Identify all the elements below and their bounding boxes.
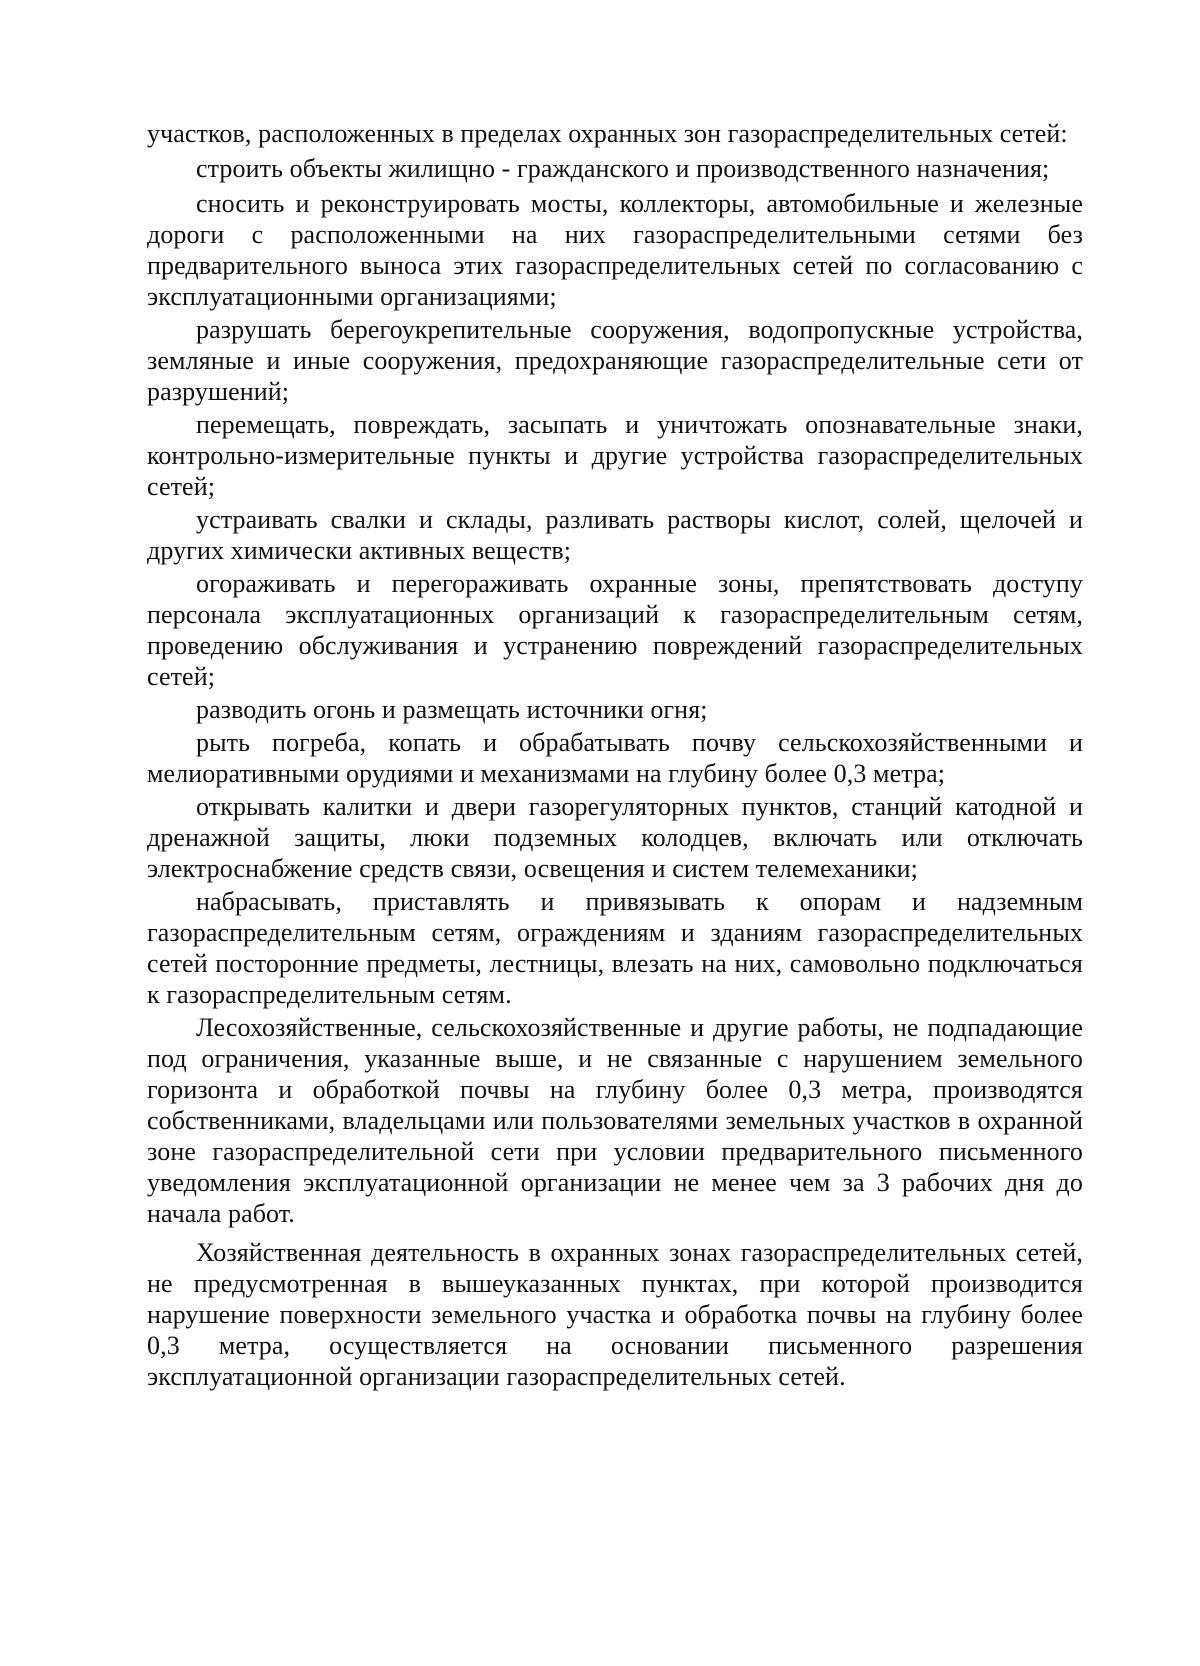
list-item-build-objects: строить объекты жилищно - гражданского и производственного назначения; xyxy=(196,154,1050,183)
paragraph-economic-activity: Хозяйственная деятельность в охранных зонах газораспределительных сетей, не предусмотренная в вышеуказанных пунктах, при которой производится нарушение поверхности земельного участка и обработка почвы на глубину более 0,3 метра, осуществляется на основании письменного разрешения эксплуатационной организации газораспределительных сетей. xyxy=(147,1238,1083,1391)
list-item-demolish-bridges: сносить и реконструировать мосты, коллекторы, автомобильные и железные дороги с расположенными на них газораспределительными сетями без предварительного выноса этих газораспределительных сетей по согласованию с эксплуатационными организациями; xyxy=(147,189,1083,311)
document-text-body xyxy=(147,118,1083,1392)
list-item-fence-zones: огораживать и перегораживать охранные зоны, препятствовать доступу персонала эксплуатационных организаций к газораспределительным сетям, проведению обслуживания и устранению повреждений газораспределительных сетей; xyxy=(147,569,1083,691)
list-item-dumps-warehouses: устраивать свалки и склады, разливать растворы кислот, солей, щелочей и других химически активных веществ; xyxy=(147,505,1083,565)
list-item-move-signs: перемещать, повреждать, засыпать и уничтожать опознавательные знаки, контрольно-измерительные пункты и другие устройства газораспределительных сетей; xyxy=(147,410,1083,501)
list-item-make-fire: разводить огонь и размещать источники огня; xyxy=(196,695,708,724)
list-item-attach-objects: набрасывать, приставлять и привязывать к опорам и надземным газораспределительным сетям, ограждениям и зданиям газораспределительных сетей посторонние предметы, лестницы, влезать на них, самовольно подключаться к газораспределительным сетям. xyxy=(147,887,1083,1009)
list-item-dig-cellars: рыть погреба, копать и обрабатывать почву сельскохозяйственными и мелиоративными орудиями и механизмами на глубину более 0,3 метра; xyxy=(147,728,1083,788)
paragraph-continuation: участков, расположенных в пределах охранных зон газораспределительных сетей: xyxy=(147,119,1068,148)
paragraph-forestry-works: Лесохозяйственные, сельскохозяйственные и другие работы, не подпадающие под ограничения, указанные выше, и не связанные с нарушением земельного горизонта и обработкой почвы на глубину более 0,3 метра, производятся собственниками, владельцами или пользователями земельных участков в охранной зоне газораспределительной сети при условии предварительного письменного уведомления эксплуатационной организации не менее чем за 3 рабочих дня до начала работ. xyxy=(147,1013,1083,1228)
list-item-open-gates: открывать калитки и двери газорегуляторных пунктов, станций катодной и дренажной защиты, люки подземных колодцев, включать или отключать электроснабжение средств связи, освещения и систем телемеханики; xyxy=(147,792,1083,883)
list-item-destroy-structures: разрушать берегоукрепительные сооружения, водопропускные устройства, земляные и иные сооружения, предохраняющие газораспределительные сети от разрушений; xyxy=(147,315,1083,406)
